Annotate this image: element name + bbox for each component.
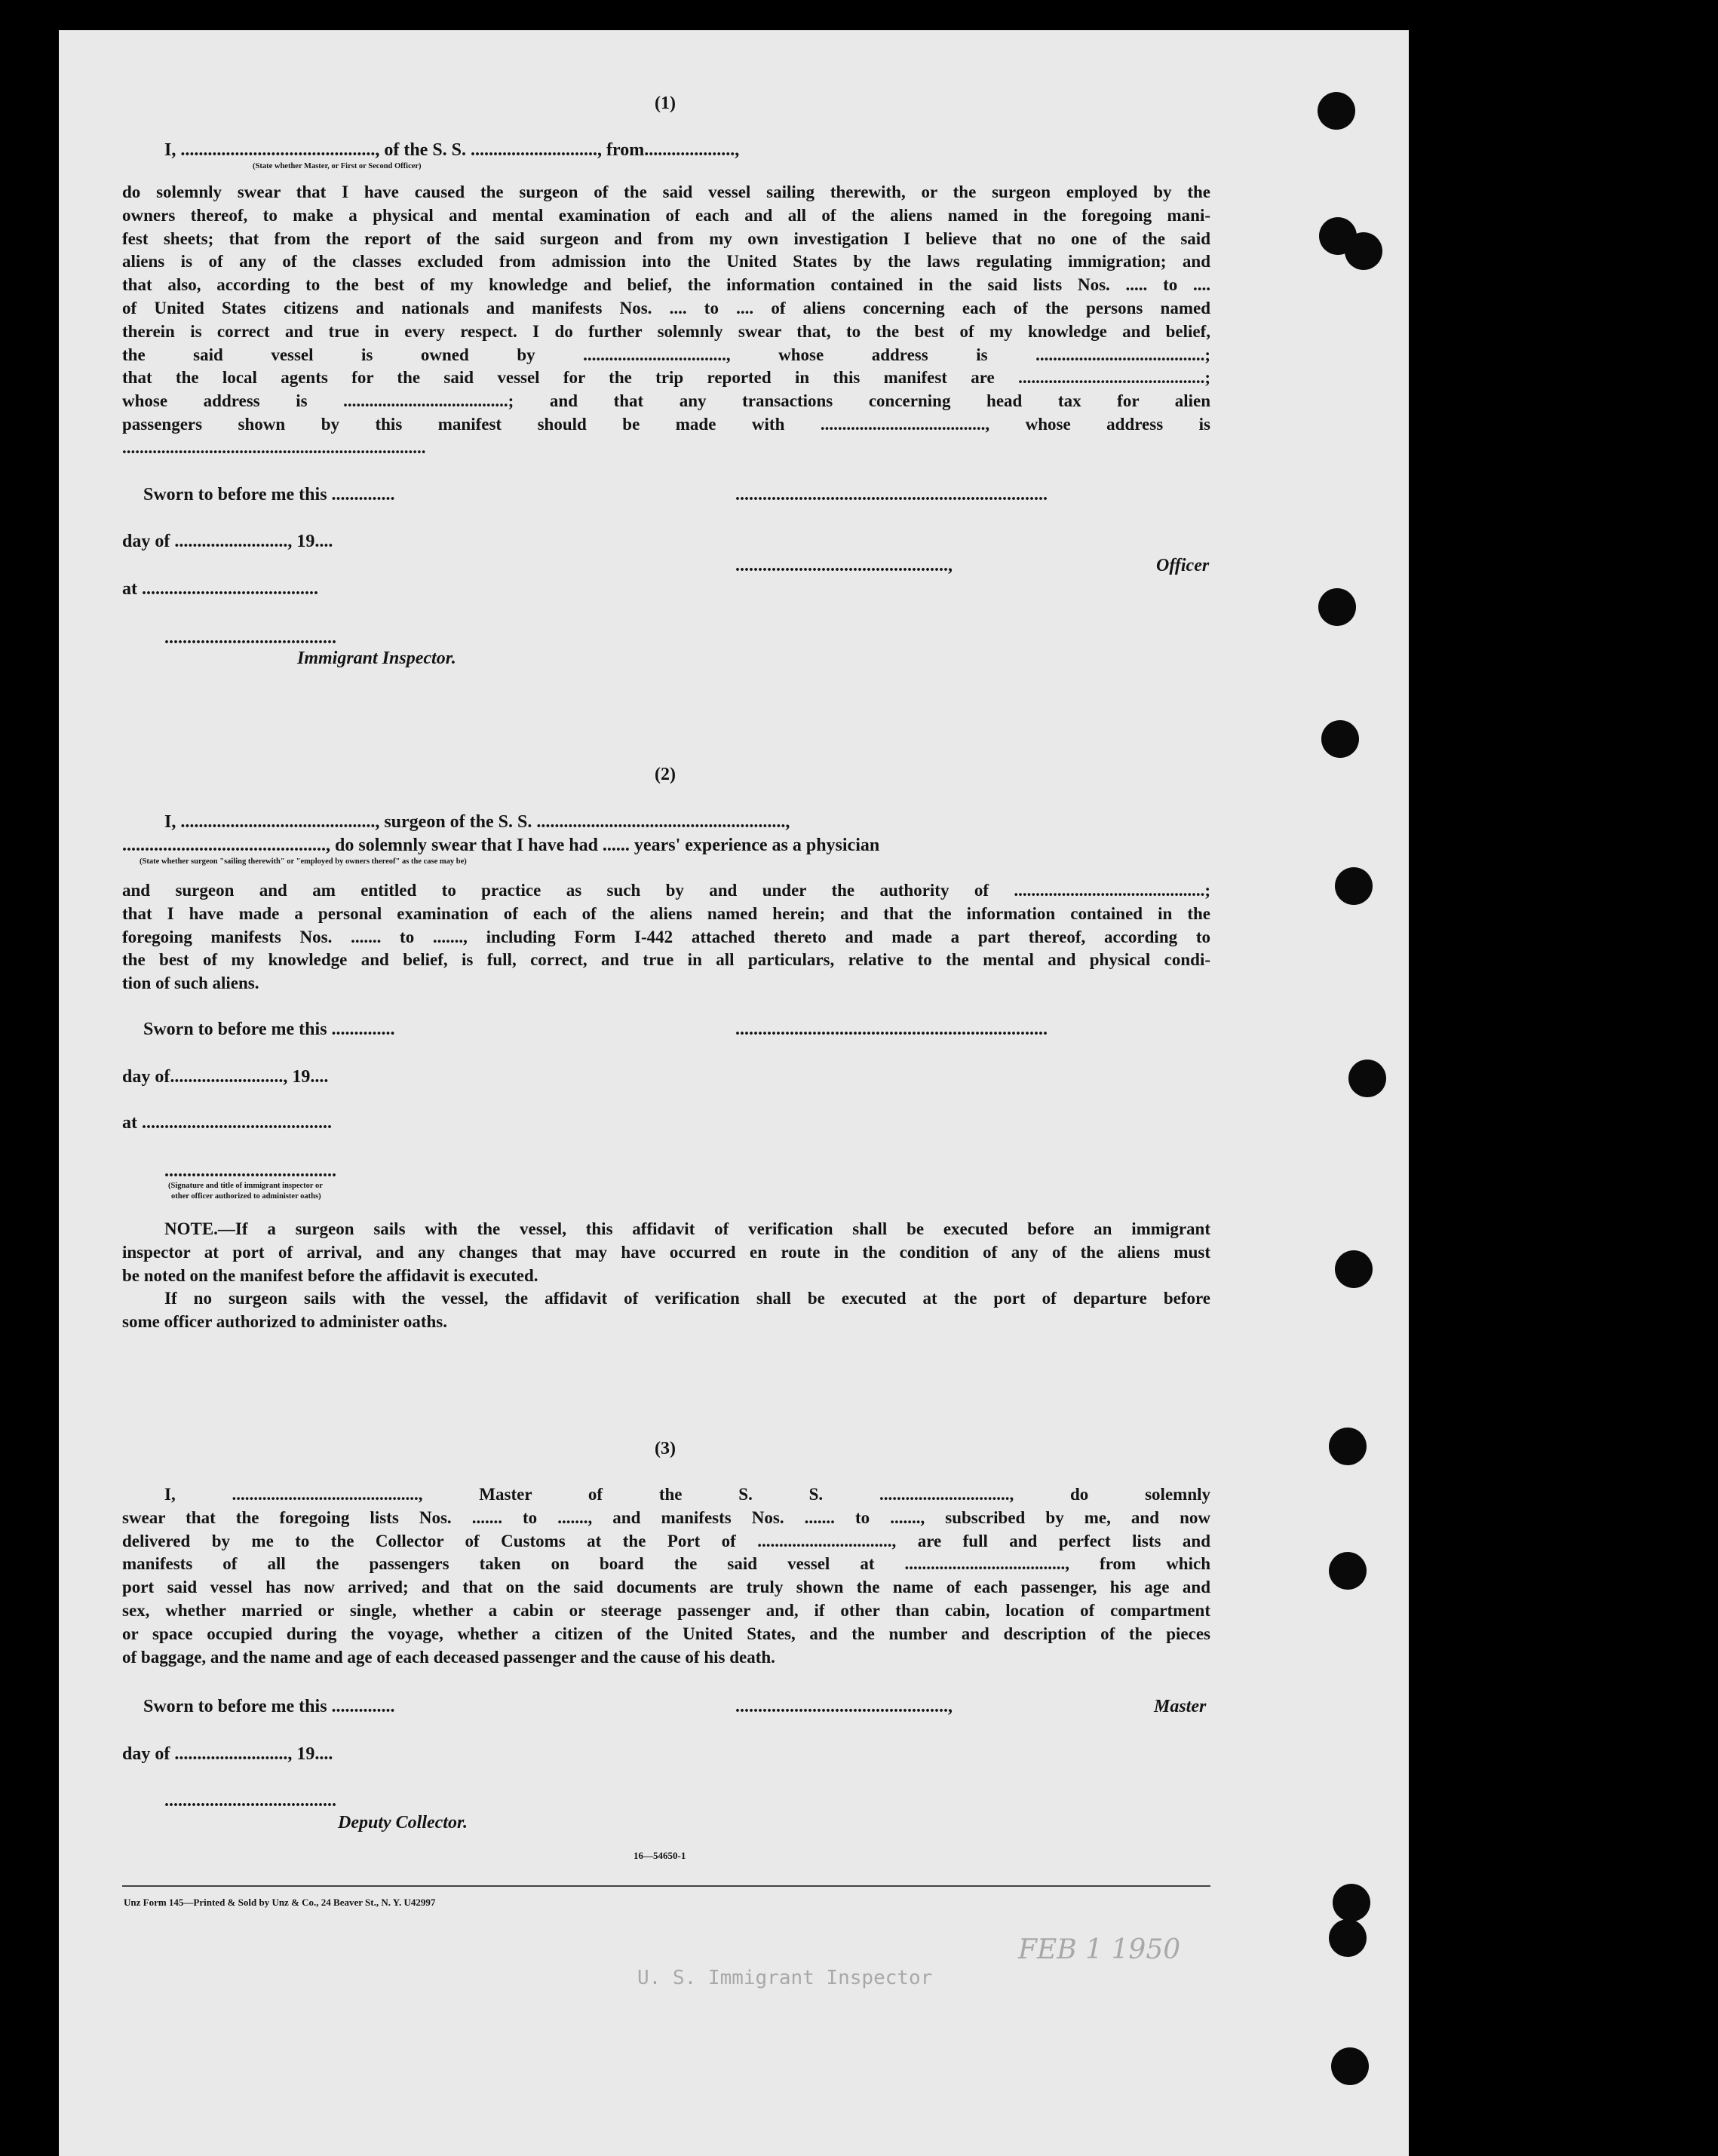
footer-rule [122,1885,1210,1887]
immigrant-inspector-label: Immigrant Inspector. [297,649,456,668]
section-3-heading: (3) [655,1439,676,1458]
at-line: at ....................................... [122,579,318,599]
at-line: at .......................................... [122,1113,332,1133]
punch-hole [1321,720,1359,758]
master-label: Master [1154,1697,1207,1716]
punch-hole [1335,1250,1373,1288]
punch-hole [1333,1884,1370,1921]
punch-hole [1318,588,1356,626]
master-dots: ..............................................., [735,1697,953,1716]
master-delivery-oath: I, ..........................................., Master of the S. S. .............................., do solemnly swear that the foregoing lists Nos. ....... to ......., and manifests Nos. ....... to ......., subscribed by me, and now delivered by me to the Collector of Customs at the Port of ..............................., are full and perfect lists and manifests of all the passengers taken on board the said vessel at ....................................., from which port said vessel has now arrived; and that on the said documents are truly shown the name of each passenger, his age and sex, whether married or single, whether a cabin or steerage passenger and, if other than cabin, location of compartment or space occupied during the voyage, whether a citizen of the United States, and the number and description of the pieces of baggage, and the name and age of each deceased passenger and the cause of his death. [122,1485,1210,1667]
master-oath-text: do solemnly swear that I have caused the surgeon of the said vessel sailing therewith, or the surgeon employed by the owners thereof, to make a physical and mental examination of each and all of the aliens named in the foregoing mani- fest sheets; that from the report of the said surgeon and from my own investigation I believe that no one of the said aliens is of any of the classes excluded from admission into the United States by the laws regulating immigration; and that also, according to the best of my knowledge and belief, the information contained in the said lists Nos. ..... to .... of United States citizens and nationals and manifests Nos. .... to .... of aliens concerning each of the persons named therein is correct and true in every respect. I do further solemnly swear that, to the best of my knowledge and belief, the said vessel is owned by ................................., whose address is .......................................; that the local agents for the said vessel for the trip reported in this manifest are ...........................................; whose address is ......................................; and that any transactions concerning head tax for alien passengers shown by this manifest should be made with ......................................, whose address is ...................................................................... [122,182,1210,457]
signature-note: (Signature and title of immigrant inspector or [168,1182,323,1190]
bleed-inspector: U. S. Immigrant Inspector [637,1967,933,1989]
day-of-line: day of ........................., 19.... [122,532,333,551]
collector-dots: ...................................... [164,1791,336,1811]
section-1-heading: (1) [655,94,676,113]
note-paragraph: NOTE.—If a surgeon sails with the vessel, this affidavit of verification shall be executed before an immigrant inspector at port of arrival, and any changes that may have occurred en route in the condition of any of the aliens must be noted on the manifest before the affidavit is executed. If no surgeon sails with the vessel, the affidavit of verification shall be executed at the port of departure before some officer authorized to administer oaths. [122,1219,1210,1332]
sworn-line: Sworn to before me this .............. [143,1697,395,1716]
inspector-dots: ...................................... [164,1161,336,1181]
signature-note: other officer authorized to administer oaths) [171,1192,321,1201]
section-2-heading: (2) [655,765,676,784]
master-oath-line: I, ..........................................., of the S. S. ............................, from...................., [164,140,740,160]
punch-hole [1329,1428,1367,1465]
punch-hole [1331,2047,1369,2085]
punch-hole [1329,1552,1367,1590]
surgeon-oath-text: and surgeon and am entitled to practice as such by and under the authority of ............................................; that I have made a personal examination of each of the aliens named herein; and that the information contained in the foregoing manifests Nos. ....... to ......., including Form I-442 attached thereto and made a part thereof, according to the best of my knowledge and belief, is full, correct, and true in all particulars, relative to the mental and physical condi- tion of such aliens. [122,881,1210,993]
sworn-line: Sworn to before me this .............. [143,1020,395,1039]
deputy-collector-label: Deputy Collector. [338,1813,468,1832]
punch-hole [1348,1060,1386,1097]
surgeon-experience-line: ............................................., do solemnly swear that I have had ...... years' experience as a physician [122,836,880,855]
bleed-stamp: FEB 1 1950 [1018,1934,1181,1965]
officer-label: Officer [1156,556,1210,575]
sworn-line: Sworn to before me this .............. [143,485,395,504]
officer-dots: ..............................................., [735,556,953,575]
surgeon-line: I, ..........................................., surgeon of the S. S. ......................................................., [164,812,790,832]
printer-line: Unz Form 145—Printed & Sold by Unz & Co., 24 Beaver St., N. Y. U42997 [124,1897,436,1908]
punch-hole [1329,1919,1367,1957]
punch-hole [1345,232,1382,270]
signature-dots: ..................................................................... [735,485,1048,504]
punch-hole [1318,92,1355,130]
punch-hole [1335,867,1373,905]
day-of-line: day of........................., 19.... [122,1067,329,1087]
master-rank-note: (State whether Master, or First or Second Officer) [253,162,422,170]
signature-dots: ..................................................................... [735,1020,1048,1039]
day-of-line: day of ........................., 19.... [122,1744,333,1764]
inspector-dots: ...................................... [164,628,336,648]
surgeon-note: (State whether surgeon "sailing therewith" or "employed by owners thereof" as the case may be) [140,857,467,866]
form-code: 16—54650-1 [634,1850,686,1861]
